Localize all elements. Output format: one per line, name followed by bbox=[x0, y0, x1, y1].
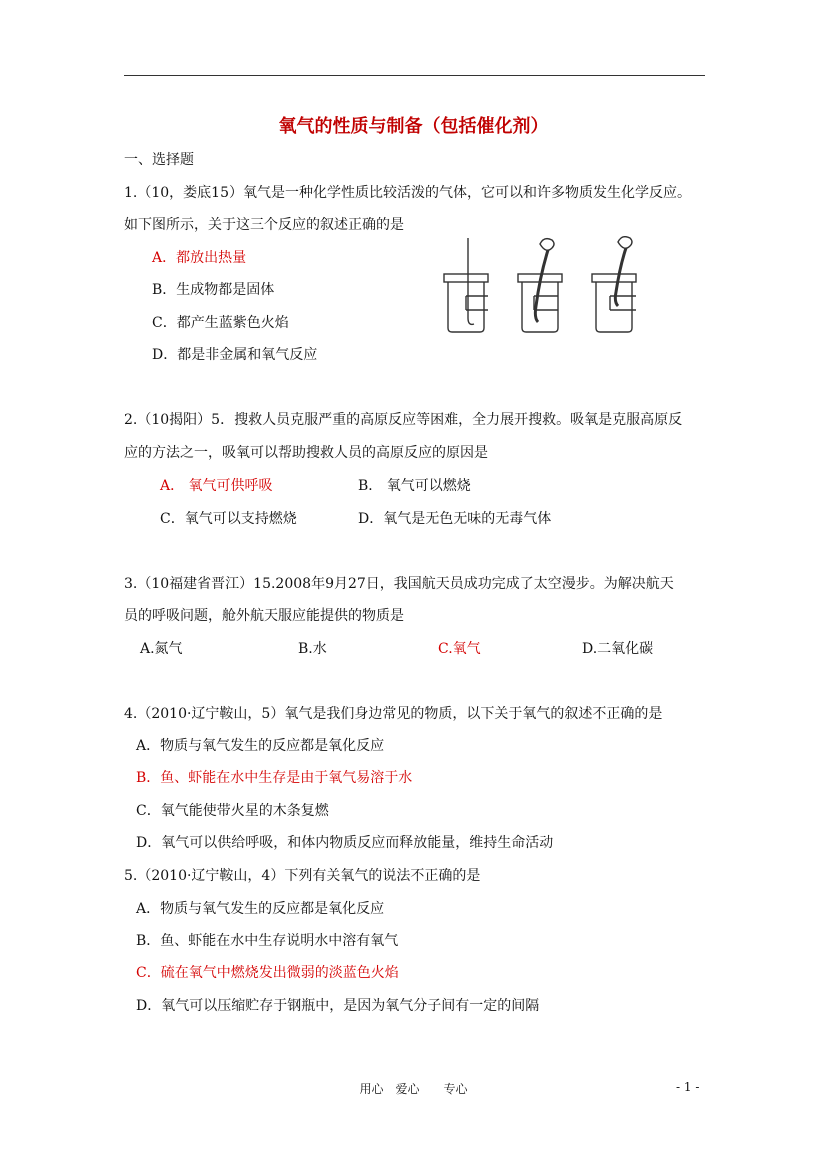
q2-option-b: B． 氧气可以燃烧 bbox=[358, 478, 471, 494]
q1-option-b: B．生成物都是固体 bbox=[152, 282, 275, 298]
q3-option-c: C.氧气 bbox=[438, 641, 481, 657]
q4-option-d: D．氧气可以供给呼吸，和体内物质反应而释放能量，维持生命活动 bbox=[136, 835, 554, 851]
q2-stem-line2: 应的方法之一，吸氧可以帮助搜救人员的高原反应的原因是 bbox=[124, 445, 488, 461]
three-gas-jars-figure bbox=[440, 236, 652, 336]
q4-option-c: C．氧气能使带火星的木条复燃 bbox=[136, 803, 329, 819]
q2-option-a: A． 氧气可供呼吸 bbox=[160, 478, 273, 494]
q5-option-c: C．硫在氧气中燃烧发出微弱的淡蓝色火焰 bbox=[136, 965, 399, 981]
q5-option-a: A．物质与氧气发生的反应都是氧化反应 bbox=[136, 901, 385, 917]
q1-option-d: D．都是非金属和氧气反应 bbox=[152, 347, 318, 363]
section-heading: 一、选择题 bbox=[124, 152, 194, 168]
q2-option-c: C．氧气可以支持燃烧 bbox=[160, 511, 297, 527]
q5-option-b: B．鱼、虾能在水中生存说明水中溶有氧气 bbox=[136, 933, 399, 949]
gas-jar-2 bbox=[518, 239, 562, 332]
q3-option-a: A.氮气 bbox=[140, 641, 183, 657]
q1-stem-line1: 1.（10，娄底15）氧气是一种化学性质比较活泼的气体，它可以和许多物质发生化学反应。 bbox=[124, 185, 691, 201]
q4-option-a: A．物质与氧气发生的反应都是氧化反应 bbox=[136, 738, 385, 754]
q4-stem: 4.（2010·辽宁鞍山，5）氧气是我们身边常见的物质，以下关于氧气的叙述不正确的是 bbox=[124, 706, 663, 722]
q3-option-b: B.水 bbox=[298, 641, 327, 657]
gas-jar-1 bbox=[444, 238, 488, 332]
q3-stem-line2: 员的呼吸问题，舱外航天服应能提供的物质是 bbox=[124, 608, 404, 624]
q5-option-d: D．氧气可以压缩贮存于钢瓶中，是因为氧气分子间有一定的间隔 bbox=[136, 998, 540, 1014]
q1-option-a: A．都放出热量 bbox=[152, 250, 247, 266]
footer-motto: 用心 爱心 专心 bbox=[359, 1082, 468, 1096]
q1-stem-line2: 如下图所示，关于这三个反应的叙述正确的是 bbox=[124, 217, 404, 233]
q5-stem: 5.（2010·辽宁鞍山，4）下列有关氧气的说法不正确的是 bbox=[124, 868, 481, 884]
q1-option-c: C．都产生蓝紫色火焰 bbox=[152, 315, 289, 331]
q4-option-b: B．鱼、虾能在水中生存是由于氧气易溶于水 bbox=[136, 770, 413, 786]
header-rule bbox=[124, 75, 705, 76]
page-number: - 1 - bbox=[676, 1080, 700, 1094]
q2-option-d: D．氧气是无色无味的无毒气体 bbox=[358, 511, 552, 527]
q3-stem-line1: 3.（10福建省晋江）15.2008年9月27日，我国航天员成功完成了太空漫步。为解决航天 bbox=[124, 576, 674, 592]
page-title: 氧气的性质与制备（包括催化剂） bbox=[278, 116, 549, 137]
q3-option-d: D.二氧化碳 bbox=[582, 641, 654, 657]
gas-jar-3 bbox=[592, 237, 636, 332]
q2-stem-line1: 2.（10揭阳）5．搜救人员克服严重的高原反应等困难，全力展开搜救。吸氧是克服高原反 bbox=[124, 412, 683, 428]
